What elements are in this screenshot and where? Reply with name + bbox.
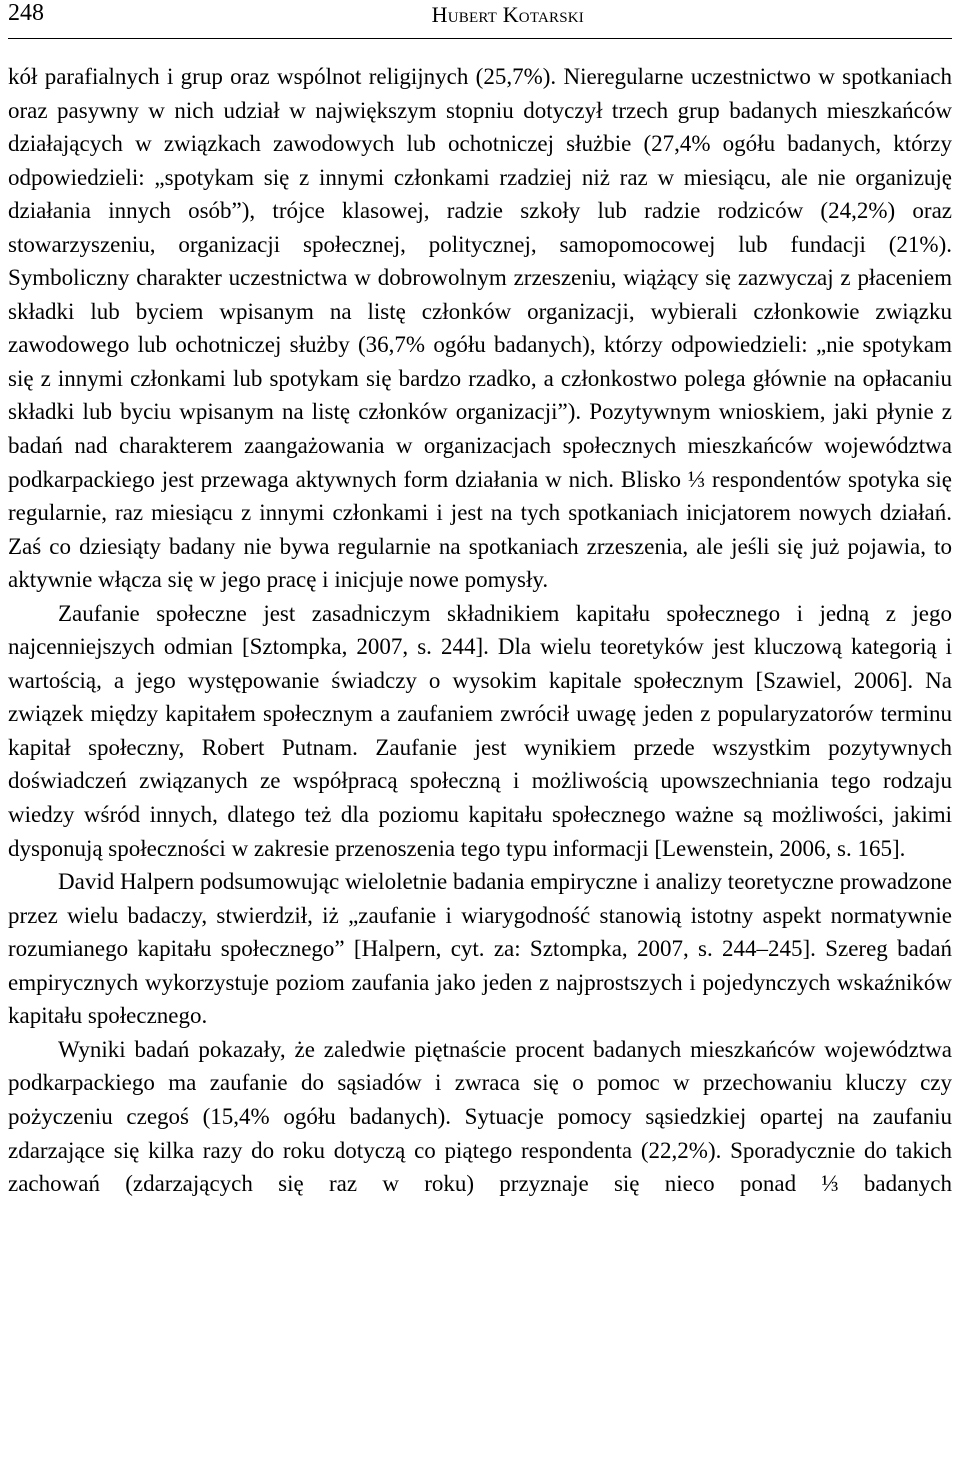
page-number: 248 <box>8 0 44 26</box>
running-head-author: Hubert Kotarski <box>431 2 584 27</box>
page-header <box>8 0 952 39</box>
paragraph: kół parafialnych i grup oraz wspólnot religijnych (25,7%). Nieregularne uczestnictwo w spotkaniach oraz pasywny w nich udział w największym stopniu dotyczył trzech grup badanych mieszkańców działających w związkach zawodowych lub ochotniczej służbie (27,4% ogółu badanych, którzy odpowiedzieli: „spotykam się z innymi członkami rzadziej niż raz w miesiącu, ale nie organizuję działania innych osób”), trójce klasowej, radzie szkoły lub radzie rodziców (24,2%) oraz stowarzyszeniu, organizacji społecznej, politycznej, samopomocowej lub fundacji (21%). Symboliczny charakter uczestnictwa w dobrowolnym zrzeszeniu, wiążący się zazwyczaj z płaceniem składki lub byciem wpisanym na listę członków organizacji, wybierali członkowie związku zawodowego lub ochotniczej służby (36,7% ogółu badanych), którzy odpowiedzieli: „nie spotykam się z innymi członkami lub spotykam się bardzo rzadko, a członkostwo polega głównie na opłacaniu składki lub byciu wpisanym na listę członków organizacji”). Pozytywnym wnioskiem, jaki płynie z badań nad charakterem zaangażowania w organizacjach społecznych mieszkańców województwa podkarpackiego jest przewaga aktywnych form działania w nich. Blisko ⅓ respondentów spotyka się regularnie, raz miesiącu z innymi członkami i jest na tych spotkaniach inicjatorem nowych działań. Zaś co dziesiąty badany nie bywa regularnie na spotkaniach zrzeszenia, ale jeśli się już pojawia, to aktywnie włącza się w jego pracę i inicjuje nowe pomysły. <box>8 64 952 593</box>
body-text <box>8 60 952 1201</box>
paragraph: Zaufanie społeczne jest zasadniczym składnikiem kapitału społecznego i jedną z jego najcenniejszych odmian [Sztompka, 2007, s. 244]. Dla wielu teoretyków jest kluczową kategorią i wartością, a jego występowanie świadczy o wysokim kapitale społecznym [Szawiel, 2006]. Na związek między kapitałem społecznym a zaufaniem zwrócił uwagę jeden z popularyzatorów terminu kapitał społeczny, Robert Putnam. Zaufanie jest wynikiem przede wszystkim pozytywnych doświadczeń związanych ze współpracą społeczną i możliwością upowszechniania tego rodzaju wiedzy wśród innych, dlatego też dla poziomu kapitału społecznego ważne są możliwości, jakimi dysponują społeczności w zakresie przenoszenia tego typu informacji [Lewenstein, 2006, s. 165]. <box>8 600 952 861</box>
paragraph: David Halpern podsumowując wieloletnie badania empiryczne i analizy teoretyczne prowadzone przez wielu badaczy, stwierdził, iż „zaufanie i wiarygodność stanowią istotny aspekt normatywnie rozumianego kapitału społecznego” [Halpern, cyt. za: Sztompka, 2007, s. 244–245]. Szereg badań empirycznych wykorzystuje poziom zaufania jako jeden z najprostszych i pojedynczych wskaźników kapitału społecznego. <box>8 869 952 1029</box>
paragraph: Wyniki badań pokazały, że zaledwie piętnaście procent badanych mieszkańców województwa podkarpackiego ma zaufanie do sąsiadów i zwraca się o pomoc w przechowaniu kluczy czy pożyczeniu czegoś (15,4% ogółu badanych). Sytuacje pomocy sąsiedzkiej opartej na zaufaniu zdarzające się kilka razy do roku dotyczą co piątego respondenta (22,2%). Sporadycznie do takich zachowań (zdarzających się raz w roku) przyznaje się nieco ponad ⅓ badanych <box>8 1036 952 1197</box>
